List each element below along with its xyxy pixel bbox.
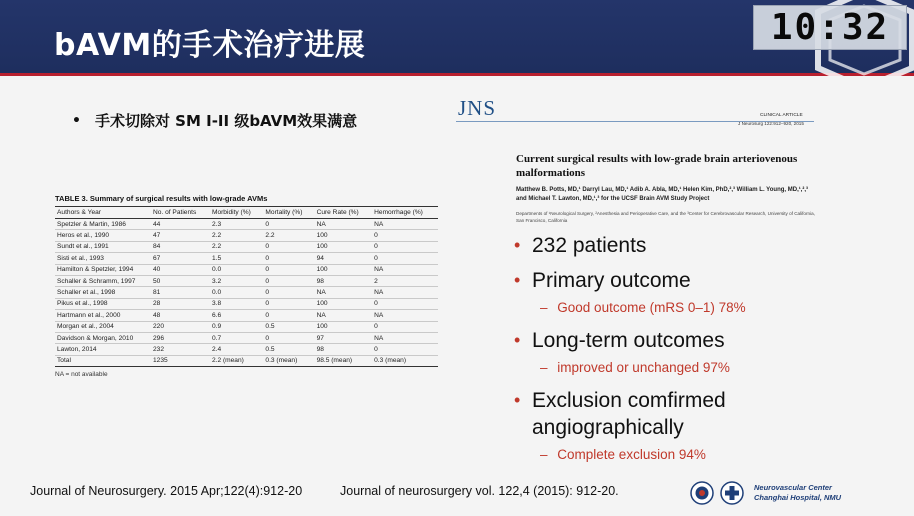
table-cell: 94 xyxy=(315,253,373,264)
table-cell: 47 xyxy=(151,230,210,241)
table-cell: 0.3 (mean) xyxy=(263,355,314,366)
table-row xyxy=(55,230,438,241)
table-row xyxy=(55,310,438,321)
sub-point-text: improved or unchanged 97% xyxy=(557,360,730,375)
table-cell: 100 xyxy=(315,298,373,309)
table-cell: 2.3 xyxy=(210,219,263,230)
table-cell: 100 xyxy=(315,321,373,332)
table-cell: 2.2 xyxy=(210,230,263,241)
point-marker: • xyxy=(514,235,521,255)
sub-point-text: Good outcome (mRS 0–1) 78% xyxy=(557,300,746,315)
table-cell: NA xyxy=(315,287,373,298)
table-cell: 100 xyxy=(315,230,373,241)
point-marker: • xyxy=(514,270,521,290)
table-cell: 40 xyxy=(151,264,210,275)
table-cell: NA xyxy=(315,310,373,321)
table-cell: Hartmann et al., 2000 xyxy=(55,310,151,321)
table-row xyxy=(55,241,438,252)
citation-left: Journal of Neurosurgery. 2015 Apr;122(4):912-20 xyxy=(30,484,303,498)
table-cell: 0 xyxy=(263,241,314,252)
column-header: Mortality (%) xyxy=(263,207,314,219)
column-header: Cure Rate (%) xyxy=(315,207,373,219)
article-authors: Matthew B. Potts, MD,¹ Darryl Lau, MD,¹ Adib A. Abla, MD,¹ Helen Kim, PhD,²,³ William L. Young, MD,¹,²,³ and Michael T. Lawton, MD,¹,³ for the UCSF Brain AVM Study Project xyxy=(516,187,809,202)
table-cell: 0 xyxy=(263,253,314,264)
table-cell: 0 xyxy=(372,321,438,332)
table-cell: 2.4 xyxy=(210,344,263,355)
table-cell: 48 xyxy=(151,310,210,321)
table-cell: 0.0 xyxy=(210,264,263,275)
table-cell: Sisti et al., 1993 xyxy=(55,253,151,264)
table-cell: Morgan et al., 2004 xyxy=(55,321,151,332)
column-header: Authors & Year xyxy=(55,207,151,219)
table-cell: 0.9 xyxy=(210,321,263,332)
table-cell: 1.5 xyxy=(210,253,263,264)
footer-line2: Changhai Hospital, NMU xyxy=(754,493,842,502)
citation-right: Journal of neurosurgery vol. 122,4 (2015): 912-20. xyxy=(340,484,619,498)
point-text: 232 patients xyxy=(532,234,647,257)
table-cell: 0 xyxy=(372,298,438,309)
sub-marker: – xyxy=(540,447,548,462)
table-cell: 0.7 xyxy=(210,332,263,343)
table-cell: NA xyxy=(315,219,373,230)
table-cell: 97 xyxy=(315,332,373,343)
article-affiliation: Departments of ¹Neurological Surgery, ²Anesthesia and Perioperative Care, and the ³Center for Cerebrovascular Research, University of California, San Francisco, California xyxy=(516,211,815,223)
university-seal-icon xyxy=(690,481,714,505)
table-caption: TABLE 3. Summary of surgical results with low-grade AVMs xyxy=(55,194,268,203)
table-cell: 28 xyxy=(151,298,210,309)
table-cell: Spetzler & Martin, 1986 xyxy=(55,219,151,230)
table-cell: Total xyxy=(55,355,151,366)
table-header-row xyxy=(55,207,438,219)
results-table xyxy=(55,206,438,367)
point-patients xyxy=(514,232,834,259)
table-cell: 100 xyxy=(315,241,373,252)
sub-point-good-outcome xyxy=(540,300,834,315)
table-cell: Schaller & Schramm, 1997 xyxy=(55,275,151,286)
table-cell: Sundt et al., 1991 xyxy=(55,241,151,252)
table-cell: 6.6 xyxy=(210,310,263,321)
point-long-term xyxy=(514,327,834,354)
table-cell: 2.2 xyxy=(263,230,314,241)
table-cell: 0.0 xyxy=(210,287,263,298)
table-cell: NA xyxy=(372,264,438,275)
point-primary-outcome xyxy=(514,267,834,294)
table-row xyxy=(55,253,438,264)
table-cell: Heros et al., 1990 xyxy=(55,230,151,241)
journal-logo: JNS xyxy=(458,96,497,120)
point-marker: • xyxy=(514,330,521,350)
table-cell: 81 xyxy=(151,287,210,298)
table-cell: NA xyxy=(372,287,438,298)
table-cell: 0 xyxy=(263,298,314,309)
table-cell: 0 xyxy=(372,241,438,252)
table-cell: 296 xyxy=(151,332,210,343)
table-cell: 0 xyxy=(372,230,438,241)
point-marker: • xyxy=(514,390,521,410)
table-cell: 0 xyxy=(263,275,314,286)
table-cell: NA xyxy=(372,219,438,230)
article-ref: J Neurosurg 122:912–920, 2015 xyxy=(738,121,804,126)
table-cell: 232 xyxy=(151,344,210,355)
table-cell: 0 xyxy=(263,287,314,298)
table-cell: 0.5 xyxy=(263,321,314,332)
column-header: Morbidity (%) xyxy=(210,207,263,219)
table-cell: 50 xyxy=(151,275,210,286)
table-cell: 0 xyxy=(263,219,314,230)
table-cell: 44 xyxy=(151,219,210,230)
sub-marker: – xyxy=(540,300,548,315)
key-points xyxy=(514,232,834,462)
table-cell: 100 xyxy=(315,264,373,275)
table-cell: 3.2 xyxy=(210,275,263,286)
table-cell: Schaller et al., 1998 xyxy=(55,287,151,298)
table-cell: 2.2 (mean) xyxy=(210,355,263,366)
table-cell: 220 xyxy=(151,321,210,332)
table-cell: Pikus et al., 1998 xyxy=(55,298,151,309)
footer-institution xyxy=(754,483,841,503)
table-cell: 0.5 xyxy=(263,344,314,355)
table-cell: 0 xyxy=(372,344,438,355)
table-cell: 0 xyxy=(263,264,314,275)
table-cell: 84 xyxy=(151,241,210,252)
table-row xyxy=(55,219,438,230)
sub-point-complete-exclusion xyxy=(540,447,834,462)
table-cell: Lawton, 2014 xyxy=(55,344,151,355)
table-cell: 67 xyxy=(151,253,210,264)
table-note: NA = not available xyxy=(55,371,108,379)
timer-clock: 10:32 xyxy=(753,5,907,50)
table-cell: 2.2 xyxy=(210,241,263,252)
sub-marker: – xyxy=(540,360,548,375)
table-row xyxy=(55,264,438,275)
table-cell: Hamilton & Spetzler, 1994 xyxy=(55,264,151,275)
table-cell: NA xyxy=(372,310,438,321)
table-row xyxy=(55,332,438,343)
footer-logos xyxy=(690,481,841,505)
main-bullet xyxy=(72,110,357,131)
table-cell: 98 xyxy=(315,275,373,286)
table-cell: 3.8 xyxy=(210,298,263,309)
table-cell: 98.5 (mean) xyxy=(315,355,373,366)
table-cell: 98 xyxy=(315,344,373,355)
article-type: CLINICAL ARTICLE xyxy=(760,113,803,118)
sub-point-text: Complete exclusion 94% xyxy=(557,447,706,462)
table-cell: 0 xyxy=(263,310,314,321)
sub-point-improved xyxy=(540,360,834,375)
point-text: Exclusion comfirmed angiographically xyxy=(532,389,726,439)
table-total-row xyxy=(55,355,438,366)
hospital-seal-icon xyxy=(720,481,744,505)
column-header: Hemorrhage (%) xyxy=(372,207,438,219)
article-title: Current surgical results with low-grade brain arteriovenous malformations xyxy=(516,153,798,179)
table-cell: NA xyxy=(372,332,438,343)
table-row xyxy=(55,344,438,355)
table-cell: 0 xyxy=(263,332,314,343)
bullet-mark: • xyxy=(72,112,81,129)
table-cell: 1235 xyxy=(151,355,210,366)
table-cell: 2 xyxy=(372,275,438,286)
table-cell: 0 xyxy=(372,253,438,264)
point-text: Primary outcome xyxy=(532,269,691,292)
table-cell: 0.3 (mean) xyxy=(372,355,438,366)
table-cell: Davidson & Morgan, 2010 xyxy=(55,332,151,343)
point-exclusion xyxy=(514,387,834,441)
footer-line1: Neurovascular Center xyxy=(754,483,832,492)
column-header: No. of Patients xyxy=(151,207,210,219)
table-row xyxy=(55,287,438,298)
main-bullet-text: 手术切除对 SM I-II 级bAVM效果满意 xyxy=(94,112,358,130)
results-table-figure xyxy=(55,194,438,378)
table-row xyxy=(55,298,438,309)
table-row xyxy=(55,321,438,332)
slide-title: bAVM的手术治疗进展 xyxy=(54,28,366,63)
table-row xyxy=(55,275,438,286)
point-text: Long-term outcomes xyxy=(532,329,725,352)
